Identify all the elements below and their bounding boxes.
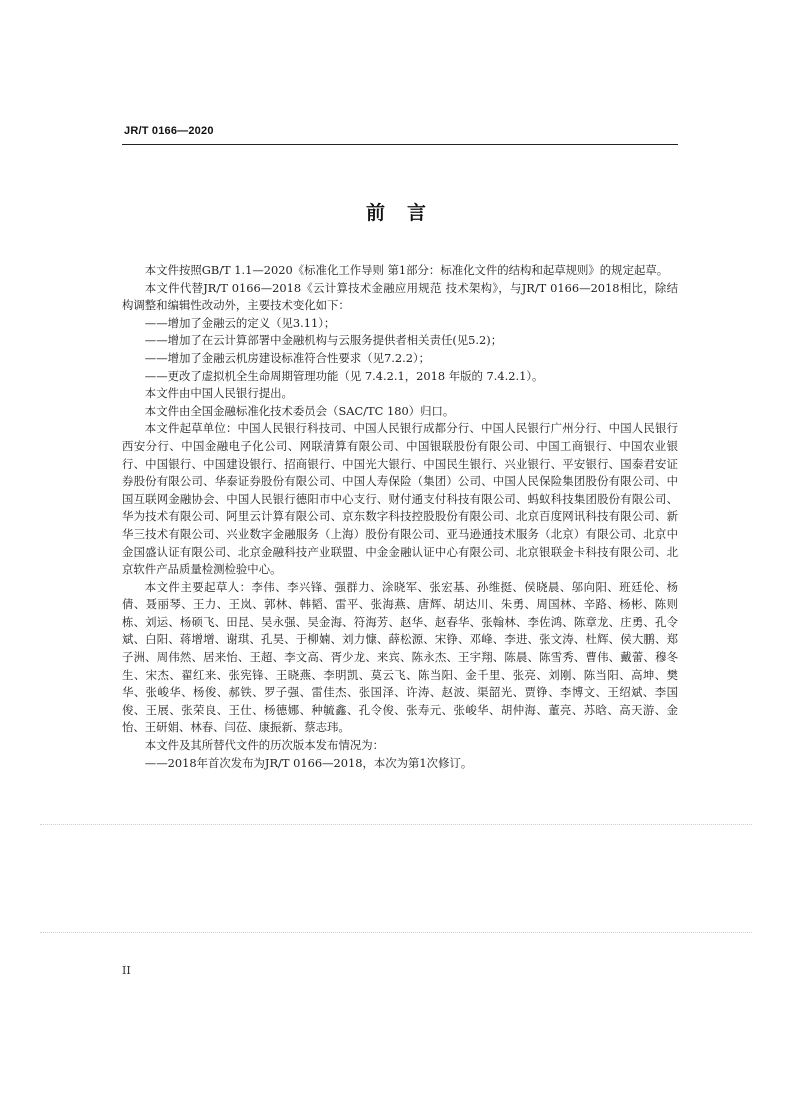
change-item: ——增加了在云计算部署中金融机构与云服务提供者相关责任(见5.2)；	[144, 333, 503, 348]
header-rule	[122, 144, 678, 145]
change-item: ——更改了虚拟机全生命周期管理功能（见 7.4.2.1，2018 年版的 7.4.2.1）。	[144, 368, 544, 383]
page-title: 前言	[365, 202, 448, 224]
paragraph-drafting-rules: 本文件按照GB/T 1.1—2020《标准化工作导则 第1部分：标准化文件的结构和起草规则》的规定起草。	[144, 263, 669, 277]
change-item: ——增加了金融云的定义（见3.11）；	[144, 315, 336, 330]
dotted-divider	[40, 824, 752, 825]
paragraph-history-intro: 本文件及其所替代文件的历次版本发布情况为：	[144, 738, 385, 753]
paragraph-proposer: 本文件由中国人民银行提出。	[144, 386, 293, 401]
paragraph-committee: 本文件由全国金融标准化技术委员会（SAC/TC 180）归口。	[144, 403, 455, 418]
dotted-divider	[40, 932, 752, 933]
page-number: II	[122, 964, 131, 977]
standard-code: JR/T 0166—2020	[124, 125, 214, 137]
foreword-body	[122, 262, 678, 772]
change-item: ——增加了金融云机房建设标准符合性要求（见7.2.2）；	[144, 350, 431, 365]
paragraph-drafting-units: 本文件起草单位：中国人民银行科技司、中国人民银行成都分行、中国人民银行广州分行、中国人民银行西安分行、中国金融电子化公司、网联清算有限公司、中国银联股份有限公司、中国工商银行、中国农业银行、中国银行、中国建设银行、招商银行、中国光大银行、中国民生银行、兴业银行、平安银行、国泰君安证券股份有限公司、华泰证券股份有限公司、中国人寿保险（集团）公司、中国人民保险集团股份有限公司、中国互联网金融协会、中国人民银行德阳市中心支行、财付通支付科技有限公司、蚂蚁科技集团股份有限公司、华为技术有限公司、阿里云计算有限公司、京东数字科技控股股份有限公司、北京百度网讯科技有限公司、新华三技术有限公司、兴业数字金融服务（上海）股份有限公司、亚马逊通技术服务（北京）有限公司、北京中金国盛认证有限公司、北京金融科技产业联盟、中金金融认证中心有限公司、北京银联金卡科技有限公司、北京软件产品质量检测检验中心。	[122, 421, 678, 577]
paragraph-drafters: 本文件主要起草人：李伟、李兴锋、强群力、涂晓军、张宏基、孙维挺、侯晓晨、邬向阳、班廷伦、杨倩、聂丽琴、王力、王岚、郭林、韩韬、雷平、张海燕、唐辉、胡达川、朱勇、周国林、辛路、杨彬、陈则栋、刘运、杨硕飞、田昆、吴永强、吴金海、符海芳、赵华、赵春华、张翰林、李佐鸿、陈章龙、庄勇、孔令斌、白阳、蒋增增、谢琪、孔昊、于柳婻、刘力慷、薛松源、宋铮、邓峰、李进、张文涛、杜辉、侯大鹏、郑子洲、周伟然、居来怡、王超、李文高、胥少龙、来宾、陈永杰、王宇翔、陈晨、陈雪秀、曹伟、戴蕾、穆冬生、宋杰、翟红来、张宪锋、王晓燕、李明凯、莫云飞、陈当阳、金千里、张亮、刘刚、陈当阳、高坤、樊华、张峻华、杨俊、郝铁、罗子强、雷佳杰、张国泽、许涛、赵波、渠韶光、贾铮、李博文、王绍斌、李国俊、王展、张荣良、王仕、杨德娜、种毓鑫、孔令俊、张寿元、张峻华、胡仲海、董亮、苏晗、高天游、金怡、王研娟、林春、闫莅、康振新、蔡志玮。	[122, 579, 678, 735]
paragraph-replacement: 本文件代替JR/T 0166—2018《云计算技术金融应用规范 技术架构》，与JR/T 0166—2018相比，除结构调整和编辑性改动外，主要技术变化如下：	[122, 280, 678, 313]
history-item: ——2018年首次发布为JR/T 0166—2018，本次为第1次修订。	[144, 755, 473, 770]
